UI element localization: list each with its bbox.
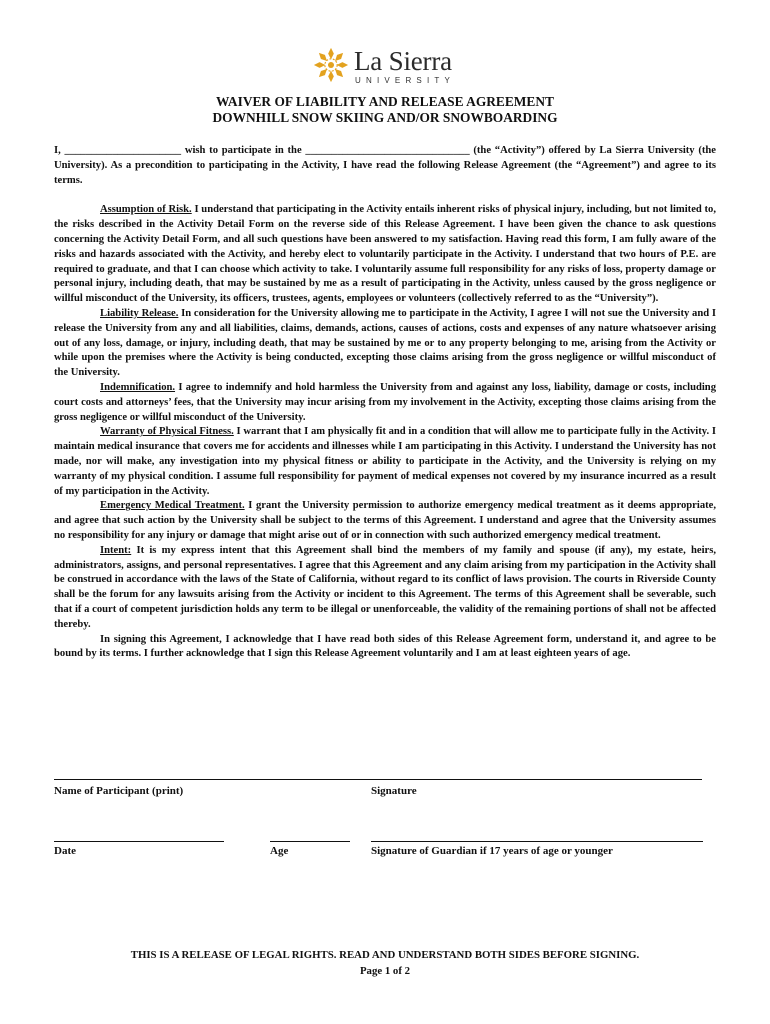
- section-liability-release: [54, 307, 716, 381]
- logo-subtitle: UNIVERSITY: [355, 76, 456, 85]
- participant-name-label: Name of Participant (print): [54, 785, 184, 797]
- page-number: Page 1 of 2: [359, 965, 411, 977]
- section-text: I warrant that I am physically fit and in a condition that will allow me to participate fully in the Activity. I maintain medical insurance that covers me for accidents and illnesses while I am participating in this Activity. I understand the University has not made, nor will make, any investigation into my physical fitness or ability to participate in the Activity, and the University is relying on my warranty of my physical condition. I assume full responsibility for payment of medical expenses not covered by my insurance incurred as a result of my participation in the Activity.: [54, 426, 716, 497]
- age-label: Age: [270, 845, 289, 857]
- section-text: I understand that participating in the Activity entails inherent risks of physical injury, including, but not limited to, the risks described in the Activity Detail Form on the reverse side of this Release Agreement. I have been given the chance to ask questions concerning the Activity Detail Form, and all such questions have been answered to my satisfaction. Having read this form, I am fully aware of the risks and hazards associated with the Activity, and hereby elect to voluntarily participate in the Activity. I understand that two hours of P.E. are required to graduate, and that I can choose which activity to take. I voluntarily assume full responsibility for any risks of loss, property damage or personal injury, including death, that may be sustained by me as a result of participating in the Activity, unless caused by the gross negligence or willful misconduct of the University, its officers, trustees, agents, employees or volunteers (collectively referred to as the “University”).: [54, 204, 716, 305]
- university-logo: [312, 44, 462, 90]
- date-label: Date: [54, 845, 76, 857]
- document-title: WAIVER OF LIABILITY AND RELEASE AGREEMENT: [216, 94, 554, 109]
- intro-paragraph: I, ______________________ wish to participate in the _______________________________ (the “Activity”) offered by La Sierra University (the University). As a precondition to participating in the Activity, I have read the following Release Agreement (the “Agreement”) and agree to its terms.: [54, 145, 716, 186]
- section-text: I agree to indemnify and hold harmless the University from and against any loss, liability, damage or costs, including court costs and attorneys’ fees, that the University may incur arising from my involvement in the Activity, excepting those claims arising from the gross negligence or willful misconduct of the University.: [54, 381, 716, 423]
- section-warranty-of-fitness: [54, 425, 716, 499]
- section-text: It is my express intent that this Agreement shall bind the members of my family and spouse (if any), my estate, heirs, administrators, assigns, and personal representatives. I agree that this Agreement and any claim arising from my participation in the Activity shall be construed in accordance with the laws of the State of California, without regard to its conflict of laws provision. The courts in Riverside County shall be the forum for any lawsuits arising from the Activity or incident to this Agreement. The terms of this Agreement shall be severable, such that if a court of competent jurisdiction holds any term to be illegal or unenforceable, the validity of the remaining portions of shall not be affected thereby.: [54, 544, 716, 630]
- closing-paragraph: In signing this Agreement, I acknowledge that I have read both sides of this Release Agreement form, understand it, and agree to be bound by its terms. I further acknowledge that I sign this Release Agreement voluntarily and I am at least eighteen years of age.: [54, 633, 716, 660]
- release-notice: THIS IS A RELEASE OF LEGAL RIGHTS. READ AND UNDERSTAND BOTH SIDES BEFORE SIGNING.: [130, 949, 640, 961]
- section-heading: Warranty of Physical Fitness.: [100, 426, 234, 438]
- sun-burst-icon: [312, 46, 350, 84]
- guardian-signature-line[interactable]: [371, 841, 703, 842]
- logo-name: La Sierra: [354, 46, 452, 76]
- document-subtitle: DOWNHILL SNOW SKIING AND/OR SNOWBOARDING: [212, 110, 558, 125]
- agreement-body: [54, 144, 716, 662]
- age-line[interactable]: [270, 841, 350, 842]
- section-heading: Emergency Medical Treatment.: [100, 500, 245, 512]
- guardian-signature-label: Signature of Guardian if 17 years of age or younger: [371, 845, 613, 857]
- section-indemnification: [54, 381, 716, 425]
- section-assumption-of-risk: [54, 203, 716, 307]
- section-heading: Assumption of Risk.: [100, 204, 192, 216]
- date-line[interactable]: [54, 841, 224, 842]
- signature-label: Signature: [371, 785, 417, 797]
- section-heading: Liability Release.: [100, 307, 179, 319]
- section-heading: Intent:: [100, 544, 132, 556]
- section-text: I grant the University permission to authorize emergency medical treatment as it deems appropriate, and agree that such action by the University shall be subject to the terms of this Agreement. I understand and agree that the University assumes no responsibility for any injury or damage that might arise out of or in connection with such authorized emergency medical treatment.: [54, 500, 716, 541]
- participant-signature-line[interactable]: [54, 779, 702, 780]
- section-heading: Indemnification.: [100, 381, 176, 393]
- section-emergency-treatment: [54, 499, 716, 543]
- section-intent: [54, 544, 716, 633]
- section-text: In consideration for the University allowing me to participate in the Activity, I agree I will not sue the University and I release the University from any and all liabilities, claims, demands, actions, causes of actions, costs and expenses of any nature whatsoever arising out of any loss, damage, or injury, including death, that may be sustained by me or to any property belonging to me, arising from the Activity or while upon the premises where the Activity is being conducted, excepting those claims arising from the gross negligence or willful misconduct of the University.: [54, 307, 716, 379]
